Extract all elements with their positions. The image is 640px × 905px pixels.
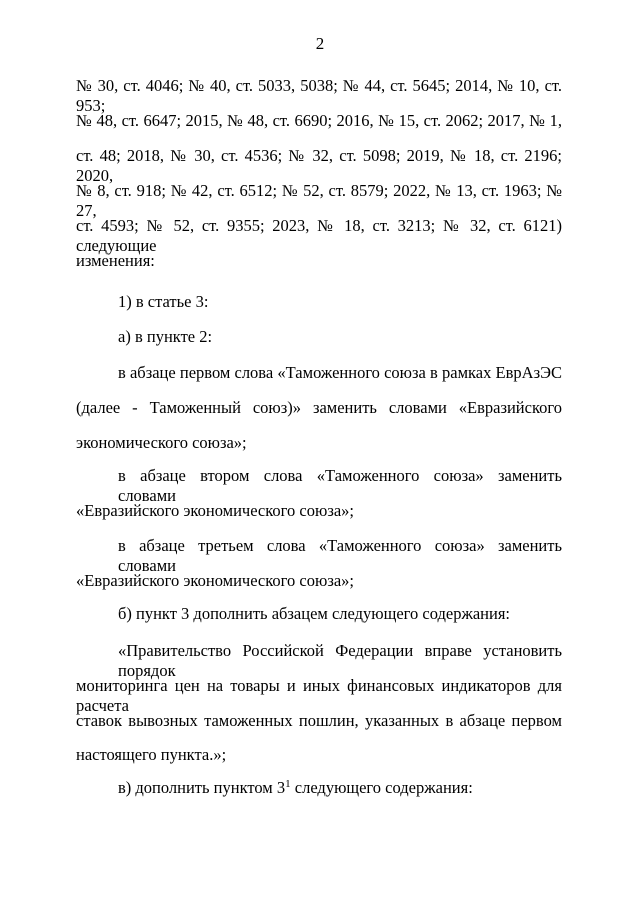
text-line: № 30, ст. 4046; № 40, ст. 5033, 5038; № 44, ст. 5645; 2014, № 10, ст. 953; <box>76 76 562 115</box>
text-line: 1) в статье 3: <box>118 292 209 311</box>
text-fragment: следующего содержания: <box>290 778 473 797</box>
text-line: № 48, ст. 6647; 2015, № 48, ст. 6690; 2016, № 15, ст. 2062; 2017, № 1, <box>76 111 562 130</box>
text-line: № 8, ст. 918; № 42, ст. 6512; № 52, ст. 8579; 2022, № 13, ст. 1963; № 27, <box>76 181 562 220</box>
text-line: «Правительство Российской Федерации вправе установить порядок <box>118 641 562 680</box>
superscript: 1 <box>285 778 291 790</box>
text-line: в абзаце первом слова «Таможенного союза в рамках ЕврАзЭС <box>118 363 562 382</box>
text-line: в абзаце втором слова «Таможенного союза» заменить словами <box>118 466 562 505</box>
page-number: 2 <box>315 34 325 53</box>
text-line: в абзаце третьем слова «Таможенного союза» заменить словами <box>118 536 562 575</box>
text-line: настоящего пункта.»; <box>76 745 227 764</box>
text-line: мониторинга цен на товары и иных финансовых индикаторов для расчета <box>76 676 562 715</box>
text-line: б) пункт 3 дополнить абзацем следующего содержания: <box>118 604 510 623</box>
text-line: изменения: <box>76 251 155 270</box>
text-line-with-superscript <box>118 778 473 800</box>
text-line: ставок вывозных таможенных пошлин, указанных в абзаце первом <box>76 711 562 730</box>
text-line: «Евразийского экономического союза»; <box>76 571 354 590</box>
text-line: ст. 4593; № 52, ст. 9355; 2023, № 18, ст. 3213; № 32, ст. 6121) следующие <box>76 216 562 255</box>
text-line: а) в пункте 2: <box>118 327 213 346</box>
text-line: ст. 48; 2018, № 30, ст. 4536; № 32, ст. 5098; 2019, № 18, ст. 2196; 2020, <box>76 146 562 185</box>
text-fragment: в) дополнить пунктом 3 <box>118 778 286 797</box>
text-line: экономического союза»; <box>76 433 247 452</box>
text-line: «Евразийского экономического союза»; <box>76 501 354 520</box>
text-line: (далее - Таможенный союз)» заменить словами «Евразийского <box>76 398 562 417</box>
